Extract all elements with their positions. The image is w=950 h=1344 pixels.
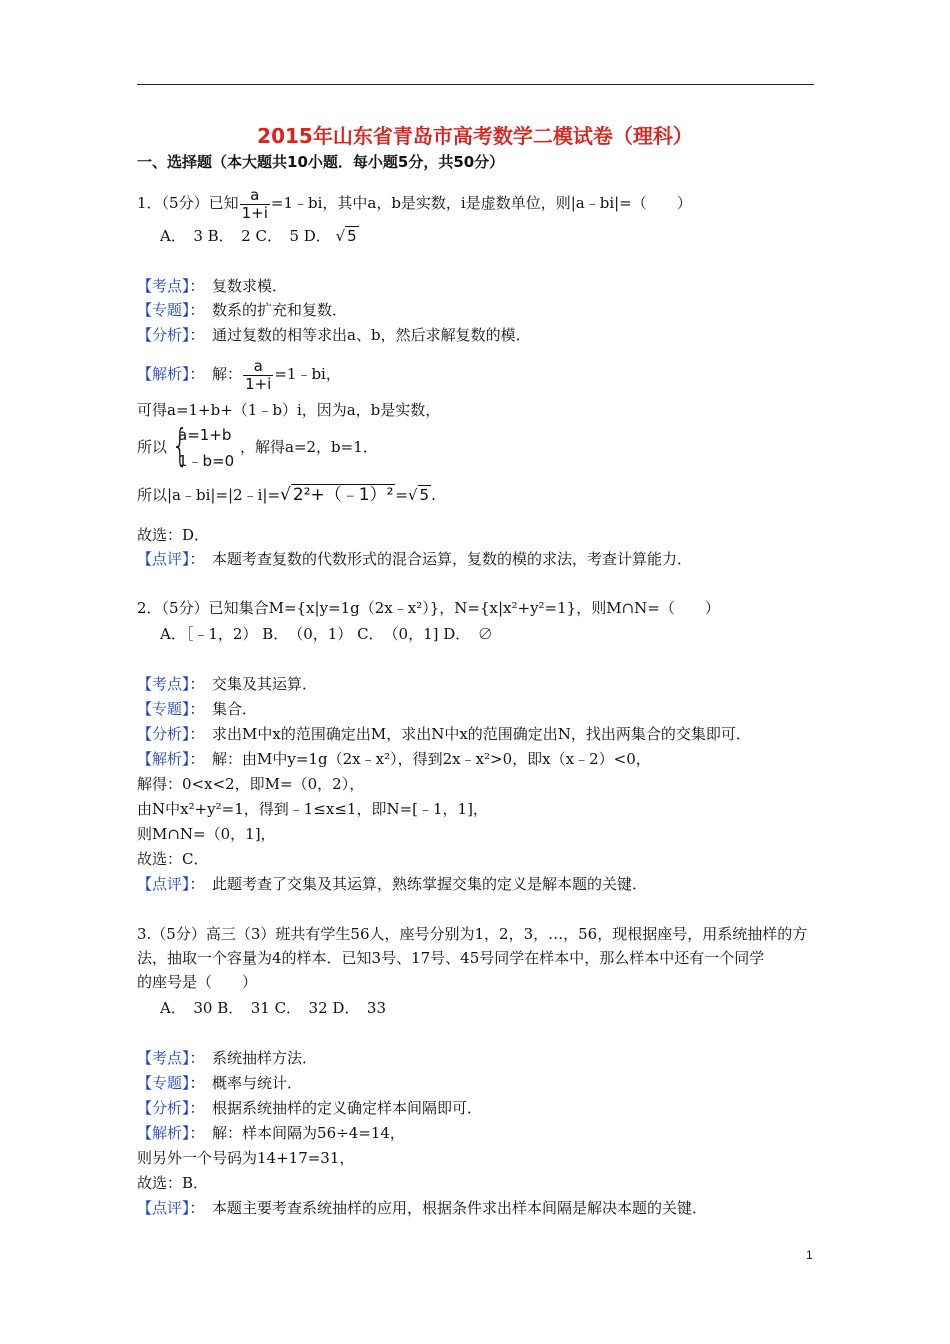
colon: ：: [189, 675, 198, 693]
q1-line4-end: .: [431, 486, 436, 504]
q1-jiexi: [137, 357, 341, 393]
q3-dianping: [137, 1198, 707, 1218]
q2-dianping: [137, 874, 647, 894]
q1-jiexi-post: =1﹣bi，: [274, 365, 341, 383]
q3-fenxi: [137, 1098, 482, 1118]
q1-jiexi-fraction: [243, 358, 273, 393]
q1-line3-post: ，解得a=2，b=1．: [240, 438, 378, 456]
q2-jiexi: [137, 749, 651, 769]
q1-dianping-text: 本题考查复数的代数形式的混合运算，复数的模的求法，考查计算能力．: [212, 550, 693, 568]
colon: ：: [189, 1074, 198, 1092]
brace-icon: {: [171, 420, 189, 471]
q1-line2: 可得a=1+b+（1﹣b）i，因为a，b是实数，: [137, 401, 441, 419]
q1-answer: 故选：D．: [137, 526, 210, 544]
q3-zhuanti: [137, 1073, 302, 1093]
colon: ：: [189, 725, 198, 743]
colon: ：: [189, 750, 198, 768]
q1-fraction: [240, 187, 270, 222]
q2-fenxi: [137, 724, 751, 744]
q3-options: A． 30 B． 31 C． 32 D． 33: [160, 999, 387, 1017]
q1-kaodian: [137, 276, 287, 296]
q3-kaodian-text: 系统抽样方法．: [212, 1049, 318, 1067]
q2-kaodian: [137, 674, 317, 694]
q1-line4-result: √ 5: [407, 486, 430, 504]
q1-line4: [137, 485, 436, 505]
colon: ：: [189, 365, 198, 383]
colon: ：: [189, 1049, 198, 1067]
zhuanti-tag: 【专题】: [137, 1074, 190, 1092]
q1-stem-pre: 1．（5分）已知: [137, 194, 239, 212]
q1-zhuanti-text: 数系的扩充和复数．: [212, 301, 348, 319]
q2-stem: 2．（5分）已知集合M={x|y=1g（2x﹣x²）}，N={x|x²+y²=1}，则M∩N=（ ）: [137, 599, 720, 617]
q1-line4-radicand: 2²+（﹣1）²: [292, 485, 394, 505]
q1-stem-post: =1﹣bi，其中a，b是实数，i是虚数单位，则|a﹣bi|=（ ）: [270, 194, 692, 212]
q2-line2: 解得：0<x<2，即M=（0，2），: [137, 775, 365, 793]
q1-frac-den: 1+i: [241, 203, 268, 222]
q2-fenxi-text: 求出M中x的范围确定出M，求出N中x的范围确定出N，找出两集合的交集即可．: [212, 725, 751, 743]
q1-option-d-radicand: 5: [347, 227, 357, 245]
zhuanti-tag: 【专题】: [137, 700, 190, 718]
q1-equation-system: [166, 422, 246, 474]
colon: ：: [189, 550, 198, 568]
colon: ：: [189, 1124, 198, 1142]
q3-line2: 则另外一个号码为14+17=31，: [137, 1149, 355, 1167]
q1-kaodian-text: 复数求模．: [212, 277, 288, 295]
q2-options: A．［﹣1，2） B． （0，1） C． （0，1] D． ∅: [160, 625, 493, 643]
q1-jiexi-frac-den: 1+i: [245, 374, 272, 393]
q1-line4-pre: 所以|a﹣bi|=|2﹣i|=: [137, 486, 281, 504]
q1-options: [160, 226, 359, 246]
q1-line4-result-radicand: 5: [419, 486, 430, 504]
q1-stem: [137, 186, 692, 222]
q3-fenxi-text: 根据系统抽样的定义确定样本间隔即可．: [212, 1099, 483, 1117]
q3-answer: 故选：B．: [137, 1174, 209, 1192]
colon: ：: [189, 277, 198, 295]
colon: ：: [189, 301, 198, 319]
q2-jiexi-text: 解：由M中y=1g（2x﹣x²），得到2x﹣x²>0，即x（x﹣2）<0，: [212, 750, 651, 768]
q1-fenxi: [137, 325, 531, 345]
dianping-tag: 【点评】: [137, 1199, 190, 1217]
jiexi-tag: 【解析】: [137, 750, 190, 768]
q1-sys-eq2: 1﹣b=0: [178, 452, 235, 470]
q2-dianping-text: 此题考查了交集及其运算，熟练掌握交集的定义是解本题的关键．: [212, 875, 648, 893]
q2-zhuanti: [137, 699, 257, 719]
q1-line4-eq: =: [395, 486, 408, 504]
colon: ：: [189, 875, 198, 893]
fenxi-tag: 【分析】: [137, 326, 190, 344]
q1-sys-eq1: a=1+b: [178, 426, 232, 444]
jiexi-tag: 【解析】: [137, 365, 190, 383]
dianping-tag: 【点评】: [137, 550, 190, 568]
jiexi-tag: 【解析】: [137, 1124, 190, 1142]
page-title: 2015年山东省青岛市高考数学二模试卷（理科）: [257, 124, 693, 148]
q1-line3-pre: 所以: [137, 438, 168, 456]
colon: ：: [189, 1099, 198, 1117]
q2-zhuanti-text: 集合．: [212, 700, 258, 718]
fenxi-tag: 【分析】: [137, 1099, 190, 1117]
colon: ：: [189, 1199, 198, 1217]
q2-kaodian-text: 交集及其运算．: [212, 675, 318, 693]
q1-frac-num: a: [250, 185, 260, 204]
fenxi-tag: 【分析】: [137, 725, 190, 743]
q3-jiexi: [137, 1123, 405, 1143]
q1-dianping: [137, 549, 692, 569]
colon: ：: [189, 700, 198, 718]
q1-option-d-sqrt: √ 5: [335, 227, 357, 245]
q3-zhuanti-text: 概率与统计．: [212, 1074, 303, 1092]
kaodian-tag: 【考点】: [137, 1049, 190, 1067]
q3-dianping-text: 本题主要考查系统抽样的应用，根据条件求出样本间隔是解决本题的关键．: [212, 1199, 708, 1217]
dianping-tag: 【点评】: [137, 875, 190, 893]
q1-line4-sqrt: √ 2²+（﹣1）²: [280, 485, 394, 505]
q1-fenxi-text: 通过复数的相等求出a、b，然后求解复数的模．: [212, 326, 531, 344]
q3-stem-line1: 3.（5分）高三（3）班共有学生56人，座号分别为1，2，3，…，56，现根据座号，用系统抽样的方: [137, 925, 808, 943]
q1-options-text: A． 3 B． 2 C． 5 D．: [160, 227, 331, 245]
zhuanti-tag: 【专题】: [137, 301, 190, 319]
q3-kaodian: [137, 1048, 317, 1068]
q1-jiexi-frac-num: a: [253, 356, 263, 375]
colon: ：: [189, 326, 198, 344]
q3-stem-line3: 的座号是（ ）: [137, 973, 258, 991]
kaodian-tag: 【考点】: [137, 277, 190, 295]
q1-zhuanti: [137, 300, 347, 320]
section-heading: 一、选择题（本大题共10小题．每小题5分，共50分）: [137, 153, 505, 171]
q3-jiexi-text: 解：样本间隔为56÷4=14，: [212, 1124, 405, 1142]
q2-line3: 由N中x²+y²=1，得到﹣1≤x≤1，即N=[﹣1，1]，: [137, 800, 488, 818]
page-number: 1: [806, 1248, 813, 1262]
header-rule: [137, 84, 814, 85]
q3-stem-line2: 法，抽取一个容量为4的样本．已知3号、17号、45号同学在样本中，那么样本中还有一个同学: [137, 949, 765, 967]
q1-jiexi-pre: 解：: [212, 365, 243, 383]
kaodian-tag: 【考点】: [137, 675, 190, 693]
q2-line4: 则M∩N=（0，1]，: [137, 825, 276, 843]
q2-answer: 故选：C．: [137, 850, 209, 868]
